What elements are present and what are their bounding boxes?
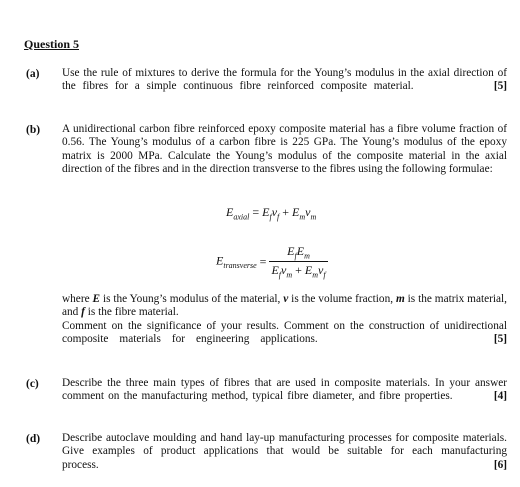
part-d-text: Describe autoclave moulding and hand lay-up manufacturing processes for composite materials. Give examples of product applications that would be suitable for each manufacturing process. [62, 432, 507, 471]
formula-den-t2: v [281, 263, 287, 278]
formula-num-e1: E [287, 244, 295, 258]
where-text-2: is the Young’s modulus of the material, [100, 293, 284, 305]
formula-transverse-numerator [269, 244, 327, 261]
part-b-text-block [62, 123, 507, 177]
where-symbol-m: m [395, 293, 405, 305]
where-symbol-f: f [81, 306, 85, 319]
formula-transverse-eq: = [259, 254, 267, 269]
formula-den-t1: E [271, 263, 279, 278]
where-text-4: is the matrix material, and [62, 293, 507, 319]
where-text-5: is the fibre material. [84, 306, 179, 319]
formula-transverse-lhs: E [216, 253, 224, 268]
formula-num-e2-sub: m [304, 251, 310, 261]
part-b-label: (b) [26, 124, 41, 136]
formula-axial-plus: + [282, 205, 290, 219]
formula-axial-t4-sub: m [310, 212, 317, 222]
part-d-text-block [62, 432, 507, 472]
formula-axial-lhs: E [226, 205, 234, 219]
part-b-where-block [62, 293, 507, 347]
formula-transverse-fraction [269, 244, 327, 280]
formula-den-plus: + [295, 263, 302, 278]
formula-den-t4-sub: f [323, 270, 326, 280]
formula-axial-eq: = [252, 205, 260, 219]
formula-axial-t1-sub: f [269, 212, 272, 222]
part-a-label: (a) [26, 68, 40, 80]
part-c-text: Describe the three main types of fibres that are used in composite materials. In your answer comment on the manufacturing method, typical fibre diameter, and fibre properties. [62, 377, 507, 403]
formula-den-t3-sub: m [312, 270, 319, 280]
part-b-text: A unidirectional carbon fibre reinforced epoxy composite material has a fibre volume fraction of 0.56. The Young’s modulus of a carbon fibre is 225 GPa. The Young’s modulus of the epoxy matrix is 2000 MPa. Calculate the Young’s modulus of the composite material in the axial direction of the fibres and in the direction transverse to the fibres using the following formulae: [62, 123, 507, 176]
formula-den-t1-sub: f [278, 270, 282, 280]
part-b-comment: Comment on the significance of your results. Comment on the construction of unidirectional composite materials for engineering applications. [62, 319, 507, 346]
formula-den-t2-sub: m [286, 270, 293, 280]
part-c-marks: [4] [493, 390, 507, 403]
formula-den-t3: E [304, 263, 313, 278]
where-text-1: where [62, 293, 93, 305]
part-c-label: (c) [26, 378, 39, 390]
formula-transverse [216, 244, 328, 280]
where-symbol-v: v [283, 293, 289, 305]
formula-axial-t4: v [305, 205, 311, 219]
formula-transverse-lhs-sub: transverse [223, 261, 257, 271]
part-b-where [62, 293, 507, 320]
formula-num-e2: E [296, 244, 305, 258]
part-a-text-block [62, 67, 507, 94]
part-a-text: Use the rule of mixtures to derive the formula for the Young’s modulus in the axial direction of the fibres for a simple continuous fibre reinforced composite material. [62, 67, 507, 93]
where-text-3: is the volume fraction, [288, 293, 396, 305]
part-b-marks: [5] [493, 333, 508, 346]
question-heading: Question 5 [24, 37, 80, 51]
part-a-marks: [5] [493, 80, 508, 93]
formula-axial-t3-sub: m [299, 212, 306, 222]
formula-num-e1-sub: f [294, 251, 297, 261]
formula-axial-t2: v [271, 205, 278, 219]
where-symbol-e: E [92, 293, 101, 305]
formula-axial [226, 205, 316, 221]
formula-axial-t2-sub: f [277, 212, 280, 222]
part-c-text-block [62, 377, 507, 404]
formula-axial-lhs-sub: axial [233, 212, 250, 222]
part-d-label: (d) [26, 433, 41, 445]
formula-transverse-denominator [269, 261, 327, 279]
formula-den-t4: v [318, 263, 324, 278]
formula-axial-t1: E [262, 205, 270, 219]
formula-axial-t3: E [292, 205, 300, 219]
part-d-marks: [6] [493, 458, 507, 471]
